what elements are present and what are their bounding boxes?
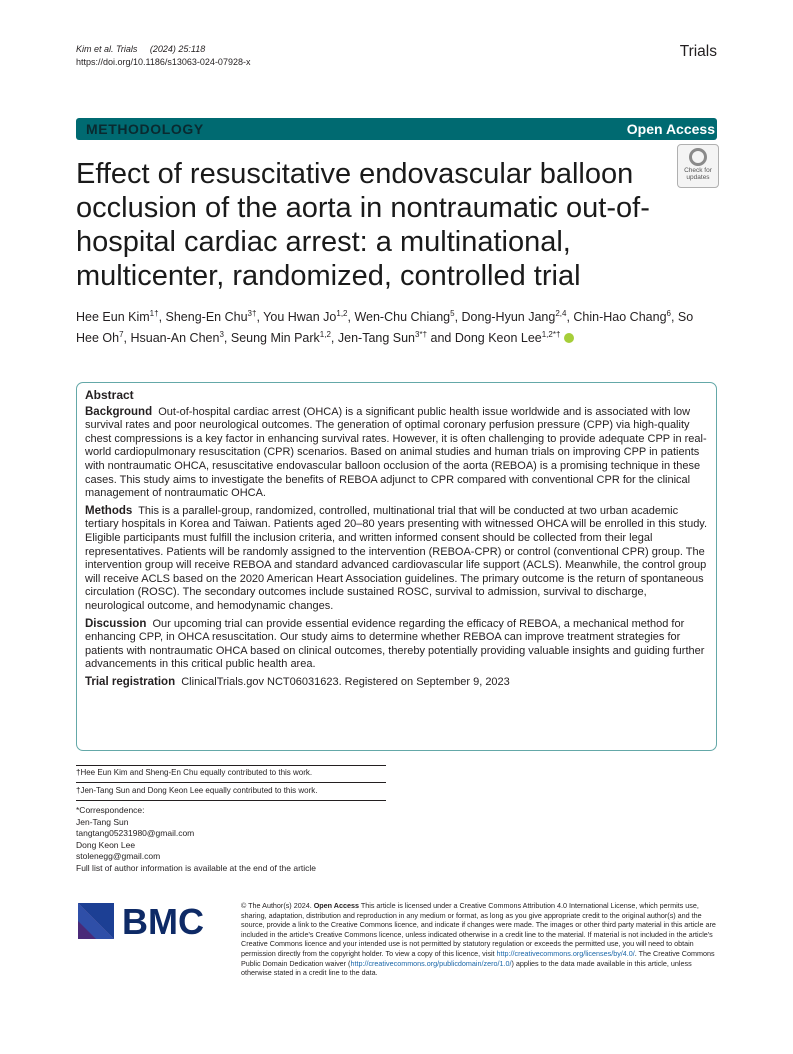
journal-name: Trials [679, 43, 717, 60]
public-domain-link[interactable]: http://creativecommons.org/publicdomain/zero/1.0/ [350, 958, 512, 968]
author: You Hwan Jo [263, 310, 337, 325]
corr-name: Jen-Tang Sun [76, 816, 129, 827]
citation-year: (2024) 25:118 [149, 44, 206, 54]
abstract-heading: Abstract [85, 388, 134, 402]
abstract-discussion: Discussion Our upcoming trial can provide essential evidence regarding the efficacy of REBOA, a mechanical method for enhancing CPP, in OHCA resuscitation. Our study aims to determine whether REBOA can improve treatment strategies for patients with nontraumatic OHCA based on clinical outcomes, thereby potentially providing valuable insights and guiding further advancements in this critical public health area. [85, 617, 705, 671]
footnote-divider [76, 782, 386, 783]
bmc-logo [78, 903, 218, 939]
author: Wen-Chu Chiang [354, 310, 451, 325]
footnote-divider [76, 765, 386, 766]
corr-email[interactable]: tangtang05231980@gmail.com [76, 828, 195, 838]
author-list: Hee Eun Kim$^{1\dagger}$, Sheng-En Chu$^{3\dagger}$, You Hwan Jo$^{1,2}$, Wen-Chu Chiang$^5$, Dong-Hyun Jang$^{2,4}$, Chin-Hao Chang$^6$, So Hee Oh$^7$, Hsuan-An Chen$^3$, Seung Min Park$^{1,2}$, Jen-Tang Sun$^{3*\dagger}$ and Dong Keon Lee$^{1,2*\dagger}$ [76, 309, 694, 346]
footnote-divider [76, 800, 386, 801]
author: Chin-Hao Chang [573, 310, 667, 325]
corr-name: Dong Keon Lee [76, 839, 136, 850]
abstract-box [76, 382, 717, 751]
author: Dong Keon Lee [454, 331, 542, 346]
license-text: © The Author(s) 2024. Open Access This article is licensed under a Creative Commons Attribution 4.0 International License, which permits use, sharing, adaptation, distribution and reproduction in any medium or format, as long as you give appropriate credit to the original author(s) and the source, provide a link to the Creative Commons licence, and indicate if changes were made. The images or other third party material in this article are included in the article's Creative Commons licence, unless indicated otherwise in a credit line to the material. If material is not included in the article's Creative Commons licence and your intended use is not permitted by statutory regulation or exceeds the permitted use, you will need to obtain permission directly from the copyright holder. To view a copy of this licence, visit http://creativecommons.org/licenses/by/4.0/. The Creative Commons Public Domain Dedication waiver (http://creativecommons.org/publicdomain/zero/1.0/) applies to the data made available in this article, unless otherwise stated in a credit line to the data. [241, 901, 716, 978]
author-info-note: Full list of author information is available at the end of the article [76, 862, 317, 873]
correspondence [76, 805, 316, 874]
article-type-label: METHODOLOGY [86, 121, 204, 137]
author: Hee Eun Kim [76, 310, 150, 325]
abstract-background: Background Out-of-hospital cardiac arrest (OHCA) is a significant public health issue worldwide and is associated with low survival rates and poor neurological outcomes. The generation of optimal coronary perfusion pressure (CPP) via high-quality chest compressions is a key factor in enhancing survival rates. However, it is often challenging to provide adequate CPP in real-world cardiopulmonary resuscitation (CPR) scenarios. Based on animal studies and human trials on improving CPP in patients with nontraumatic OHCA, resuscitative endovascular balloon occlusion of the aorta (REBOA) is a promising technique in these cases. This study aims to investigate the benefits of REBOA adjunct to CPR compared with conventional CPR for the clinical management of nontraumatic OHCA. [85, 405, 707, 500]
footnote-equal-contribution-2: †Jen-Tang Sun and Dong Keon Lee equally contributed to this work. [76, 786, 318, 795]
citation [76, 43, 250, 69]
doi-link[interactable]: https://doi.org/10.1186/s13063-024-07928-x [76, 57, 251, 67]
article-title: Effect of resuscitative endovascular balloon occlusion of the aorta in nontraumatic out-of-hospital cardiac arrest: a multinational, multicenter, randomized, controlled trial [76, 158, 650, 292]
orcid-icon[interactable] [564, 333, 574, 343]
author: So Hee Oh [76, 310, 694, 346]
author: Sheng-En Chu [165, 310, 248, 325]
license-link[interactable]: http://creativecommons.org/licenses/by/4.0/ [496, 948, 635, 958]
bmc-logo-text: BMC [122, 903, 204, 939]
author: Hsuan-An Chen [130, 331, 220, 346]
badge-line1: Check for [684, 167, 712, 174]
author: Jen-Tang Sun [337, 331, 416, 346]
corr-email[interactable]: stolenegg@gmail.com [76, 851, 161, 861]
author: Dong-Hyun Jang [461, 310, 556, 325]
citation-authors: Kim et al. Trials [76, 44, 138, 54]
open-access-label: Open Access [626, 121, 715, 137]
correspondence-label: *Correspondence: [76, 805, 145, 815]
badge-line2: updates [686, 174, 710, 181]
abstract-methods: Methods This is a parallel-group, randomized, controlled, multinational trial that will be conducted at two urban academic tertiary hospitals in Korea and Taiwan. Patients aged 20–80 years presenting with witnessed OHCA will be enrolled in this study. Eligible participants must fulfill the inclusion criteria, and written informed consent should be collected from their legal representatives. Patients will be randomly assigned to the intervention (REBOA-CPR) or control (conventional CPR) group. The intervention group will receive REBOA and standard advanced cardiovascular life support (ACLS). Meanwhile, the control group will receive ACLS based on the 2020 American Heart Association guidelines. The primary outcome is the return of spontaneous circulation (ROSC). The secondary outcomes include sustained ROSC, survival to admission, survival to discharge, neurological outcome, and hemodynamic changes. [85, 504, 708, 612]
footnote-equal-contribution-1: †Hee Eun Kim and Sheng-En Chu equally contributed to this work. [76, 768, 313, 777]
abstract-registration: Trial registration ClinicalTrials.gov NCT06031623. Registered on September 9, 2023 [85, 675, 510, 688]
author: Seung Min Park [230, 331, 320, 346]
